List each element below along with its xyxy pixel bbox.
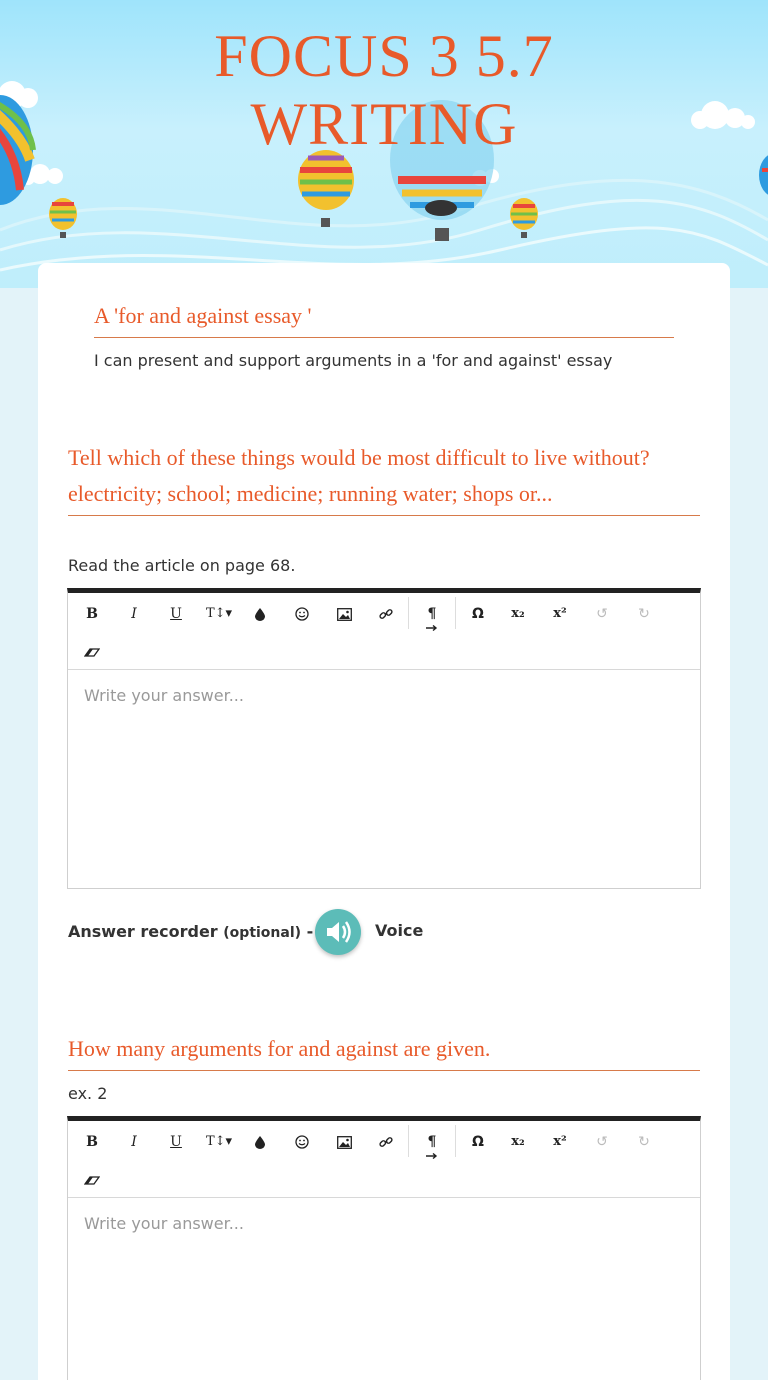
header-banner	[0, 0, 768, 288]
redo-button[interactable]: ↻	[638, 606, 650, 622]
paragraph-button[interactable]	[417, 1129, 447, 1155]
superscript-button[interactable]: x²	[553, 1134, 567, 1149]
voice-record-button[interactable]	[315, 909, 361, 955]
answer-editor-2	[67, 1116, 701, 1380]
editor-toolbar	[68, 593, 700, 670]
emoji-icon[interactable]	[287, 601, 317, 627]
italic-button[interactable]: I	[131, 606, 137, 622]
answer-editor-1	[67, 588, 701, 889]
eraser-icon[interactable]	[77, 639, 107, 665]
worksheet-card	[38, 263, 730, 1380]
intro-title: A 'for and against essay '	[94, 303, 674, 338]
special-char-button[interactable]: Ω	[472, 1134, 484, 1150]
page-title-line1: FOCUS 3 5.7	[214, 23, 554, 89]
recorder-optional: (optional)	[223, 925, 302, 941]
speaker-icon	[315, 909, 361, 955]
image-icon[interactable]	[329, 601, 359, 627]
question-2-title: How many arguments for and against are given.	[68, 1036, 700, 1071]
question-1-subtitle: Read the article on page 68.	[68, 556, 296, 575]
subscript-button[interactable]: x₂	[511, 606, 525, 621]
color-drop-icon[interactable]	[245, 1129, 275, 1155]
page-title-line2: WRITING	[250, 91, 518, 157]
color-drop-icon[interactable]	[245, 601, 275, 627]
bold-button[interactable]: B	[86, 1134, 98, 1150]
redo-button[interactable]: ↻	[638, 1134, 650, 1150]
question-1-title-line2: electricity; school; medicine; running water; shops or...	[68, 481, 553, 506]
image-icon[interactable]	[329, 1129, 359, 1155]
italic-button[interactable]: I	[131, 1134, 137, 1150]
emoji-icon[interactable]	[287, 1129, 317, 1155]
paragraph-icon: ¶	[427, 1134, 437, 1150]
voice-label[interactable]: Voice	[375, 921, 424, 940]
special-char-button[interactable]: Ω	[472, 606, 484, 622]
recorder-dash: -	[306, 922, 314, 941]
answer-input-1[interactable]: Write your answer...	[84, 686, 244, 705]
superscript-button[interactable]: x²	[553, 606, 567, 621]
question-1-title	[68, 445, 700, 516]
link-icon[interactable]	[371, 601, 401, 627]
question-2-subtitle: ex. 2	[68, 1084, 108, 1103]
eraser-icon[interactable]	[77, 1167, 107, 1193]
bold-button[interactable]: B	[86, 606, 98, 622]
page-title	[0, 22, 768, 158]
answer-recorder-label	[68, 922, 313, 941]
text-size-button[interactable]: T↕▾	[205, 606, 233, 621]
paragraph-icon: ¶	[427, 606, 437, 622]
answer-input-2[interactable]: Write your answer...	[84, 1214, 244, 1233]
intro-text: I can present and support arguments in a 'for and against' essay	[94, 351, 613, 370]
editor-toolbar	[68, 1121, 700, 1198]
underline-button[interactable]: U	[170, 1134, 182, 1150]
subscript-button[interactable]: x₂	[511, 1134, 525, 1149]
text-size-button[interactable]: T↕▾	[205, 1134, 233, 1149]
link-icon[interactable]	[371, 1129, 401, 1155]
recorder-label: Answer recorder	[68, 922, 218, 941]
question-1-title-line1: Tell which of these things would be most difficult to live without?	[68, 445, 650, 470]
paragraph-button[interactable]	[417, 601, 447, 627]
undo-button[interactable]: ↺	[596, 606, 608, 622]
underline-button[interactable]: U	[170, 606, 182, 622]
undo-button[interactable]: ↺	[596, 1134, 608, 1150]
